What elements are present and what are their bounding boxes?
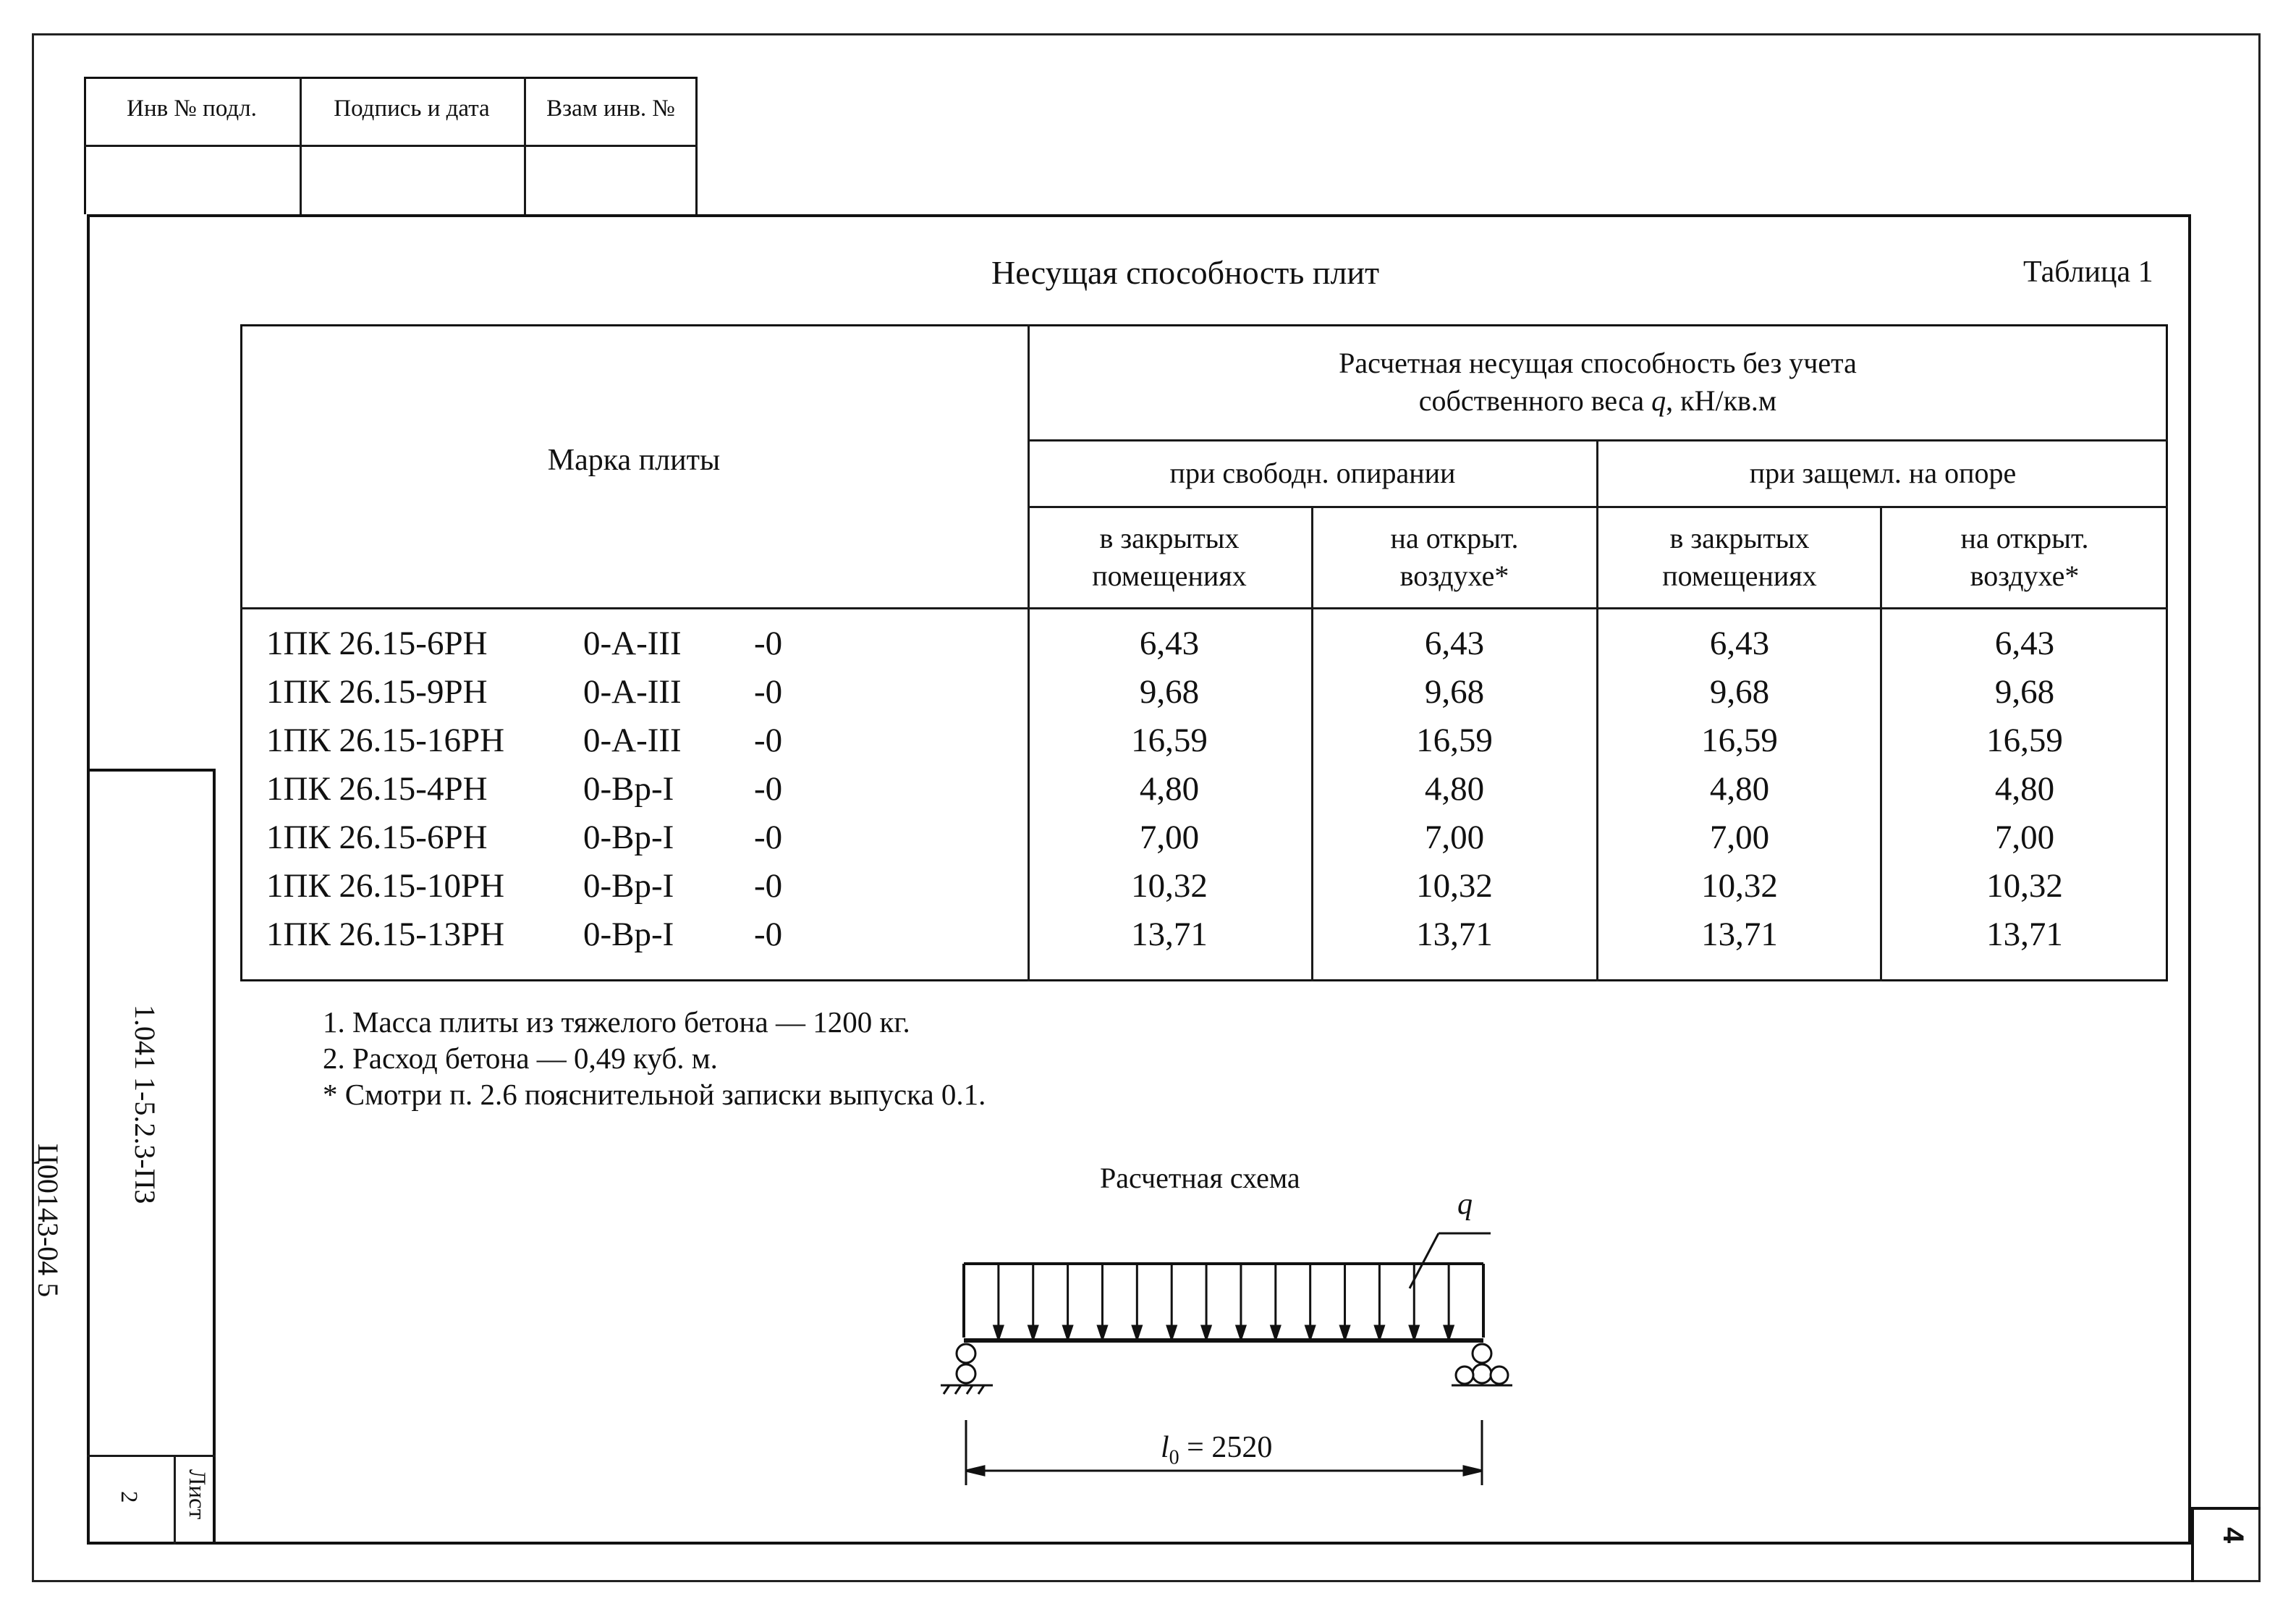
table-hline xyxy=(240,607,2168,609)
table-row xyxy=(240,721,2168,767)
row-suffix: -0 xyxy=(754,819,783,856)
row-value: 4,80 xyxy=(1709,770,1770,808)
load-leader xyxy=(1410,1233,1491,1288)
row-value: 10,32 xyxy=(1986,867,2063,905)
load-arrow-head xyxy=(1271,1326,1280,1339)
row-value: 6,43 xyxy=(1709,625,1770,662)
note-2: 2. Расход бетона — 0,49 куб. м. xyxy=(323,1042,718,1075)
row-value: 9,68 xyxy=(1709,673,1770,711)
right-support xyxy=(1452,1344,1512,1385)
table-row xyxy=(240,818,2168,864)
row-steel: 0-А-III xyxy=(583,722,682,759)
doc-code: 1.041 1-5.2.3-ПЗ xyxy=(129,1005,161,1204)
row-mark: 1ПК 26.15-10РН xyxy=(266,867,505,905)
row-value: 16,59 xyxy=(1131,722,1208,759)
stamp-col3-label: Взам инв. № xyxy=(546,96,675,122)
span-label xyxy=(1161,1430,1272,1469)
row-mark: 1ПК 26.15-6РН xyxy=(266,625,488,662)
span-subscript: 0 xyxy=(1169,1446,1179,1469)
row-value: 16,59 xyxy=(1701,722,1778,759)
row-value: 6,43 xyxy=(1994,625,2055,662)
row-steel: 0-Вр-I xyxy=(583,770,674,808)
load-arrow-head xyxy=(1444,1326,1453,1339)
load-arrow-head xyxy=(1306,1326,1315,1339)
row-value: 16,59 xyxy=(1416,722,1493,759)
load-arrow-head xyxy=(1375,1326,1384,1339)
load-arrow-head xyxy=(1098,1326,1106,1339)
col2-header-l1: на открыт. xyxy=(1390,522,1519,554)
group-header-line2: собственного веса q, кН/кв.м xyxy=(1418,384,1777,417)
table-hline xyxy=(1028,439,2168,442)
row-value: 7,00 xyxy=(1709,819,1770,856)
row-value: 4,80 xyxy=(1424,770,1485,808)
row-value: 6,43 xyxy=(1424,625,1485,662)
col-mark-header: Марка плиты xyxy=(547,444,721,477)
group-header-line1: Расчетная несущая способность без учета xyxy=(1339,347,1857,379)
row-steel: 0-Вр-I xyxy=(583,916,674,953)
sheet-number: 2 xyxy=(116,1491,142,1503)
load-arrow-head xyxy=(1410,1326,1418,1339)
row-suffix: -0 xyxy=(754,722,783,759)
row-value: 13,71 xyxy=(1131,916,1208,953)
load-arrow-head xyxy=(1167,1326,1176,1339)
row-value: 13,71 xyxy=(1986,916,2063,953)
row-value: 9,68 xyxy=(1994,673,2055,711)
table-label: Таблица 1 xyxy=(2023,255,2153,289)
load-arrow-head xyxy=(1132,1326,1141,1339)
span-symbol: l xyxy=(1161,1431,1169,1464)
row-value: 9,68 xyxy=(1139,673,1200,711)
row-value: 7,00 xyxy=(1994,819,2055,856)
col4-header-l2: воздухе* xyxy=(1970,559,2080,592)
row-mark: 1ПК 26.15-13РН xyxy=(266,916,505,953)
archive-code: Ц00143-04 5 xyxy=(32,1144,64,1298)
corner-page-number: 4 xyxy=(2217,1527,2249,1544)
row-value: 16,59 xyxy=(1986,722,2063,759)
row-suffix: -0 xyxy=(754,867,783,905)
col4-header-l1: на открыт. xyxy=(1960,522,2089,554)
row-value: 10,32 xyxy=(1416,867,1493,905)
load-arrow-head xyxy=(1029,1326,1038,1339)
load-arrow-head xyxy=(994,1326,1003,1339)
row-value: 9,68 xyxy=(1424,673,1485,711)
row-value: 10,32 xyxy=(1131,867,1208,905)
left-support xyxy=(941,1344,993,1394)
row-value: 13,71 xyxy=(1416,916,1493,953)
row-steel: 0-Вр-I xyxy=(583,819,674,856)
row-value: 13,71 xyxy=(1701,916,1778,953)
row-suffix: -0 xyxy=(754,625,783,662)
row-value: 6,43 xyxy=(1139,625,1200,662)
row-value: 4,80 xyxy=(1994,770,2055,808)
row-mark: 1ПК 26.15-6РН xyxy=(266,819,488,856)
col2-header-l2: воздухе* xyxy=(1399,559,1509,592)
corner-page-box xyxy=(2191,1507,2261,1582)
note-1: 1. Масса плиты из тяжелого бетона — 1200 кг. xyxy=(323,1005,910,1039)
col3-header-l1: в закрытых xyxy=(1669,522,1810,554)
row-value: 7,00 xyxy=(1424,819,1485,856)
load-arrow-head xyxy=(1237,1326,1245,1339)
side-strip-divider xyxy=(87,1455,216,1457)
table-row xyxy=(240,866,2168,913)
stamp-col1-label: Инв № подл. xyxy=(127,96,257,122)
table-row xyxy=(240,672,2168,719)
row-mark: 1ПК 26.15-16РН xyxy=(266,722,505,759)
row-suffix: -0 xyxy=(754,770,783,808)
load-arrow-head xyxy=(1341,1326,1350,1339)
stamp-col2-label: Подпись и дата xyxy=(334,96,490,122)
row-suffix: -0 xyxy=(754,916,783,953)
row-steel: 0-А-III xyxy=(583,673,682,711)
row-value: 7,00 xyxy=(1139,819,1200,856)
load-block xyxy=(964,1264,1483,1338)
col3-header-l2: помещениях xyxy=(1662,559,1817,592)
col1-header-l1: в закрытых xyxy=(1099,522,1240,554)
span-value: = 2520 xyxy=(1179,1431,1273,1464)
side-strip-divider xyxy=(174,1455,176,1545)
subheader-free: при свободн. опирании xyxy=(1169,457,1456,489)
row-value: 4,80 xyxy=(1139,770,1200,808)
table-row xyxy=(240,769,2168,816)
row-steel: 0-Вр-I xyxy=(583,867,674,905)
load-arrow-head xyxy=(1064,1326,1072,1339)
row-steel: 0-А-III xyxy=(583,625,682,662)
page-title: Несущая способность плит xyxy=(991,254,1380,291)
scheme-title: Расчетная схема xyxy=(1100,1162,1300,1194)
note-3: * Смотри п. 2.6 пояснительной записки выпуска 0.1. xyxy=(323,1078,986,1111)
row-mark: 1ПК 26.15-9РН xyxy=(266,673,488,711)
load-arrow-head xyxy=(1202,1326,1211,1339)
table-hline xyxy=(1028,506,2168,508)
table-row xyxy=(240,915,2168,961)
table-row xyxy=(240,624,2168,670)
stamp-divider xyxy=(84,145,698,147)
subheader-fixed: при защемл. на опоре xyxy=(1749,457,2017,489)
load-label: q xyxy=(1457,1188,1473,1221)
row-suffix: -0 xyxy=(754,673,783,711)
row-mark: 1ПК 26.15-4РН xyxy=(266,770,488,808)
col1-header-l2: помещениях xyxy=(1092,559,1247,592)
sheet-label: Лист xyxy=(184,1469,210,1520)
row-value: 10,32 xyxy=(1701,867,1778,905)
